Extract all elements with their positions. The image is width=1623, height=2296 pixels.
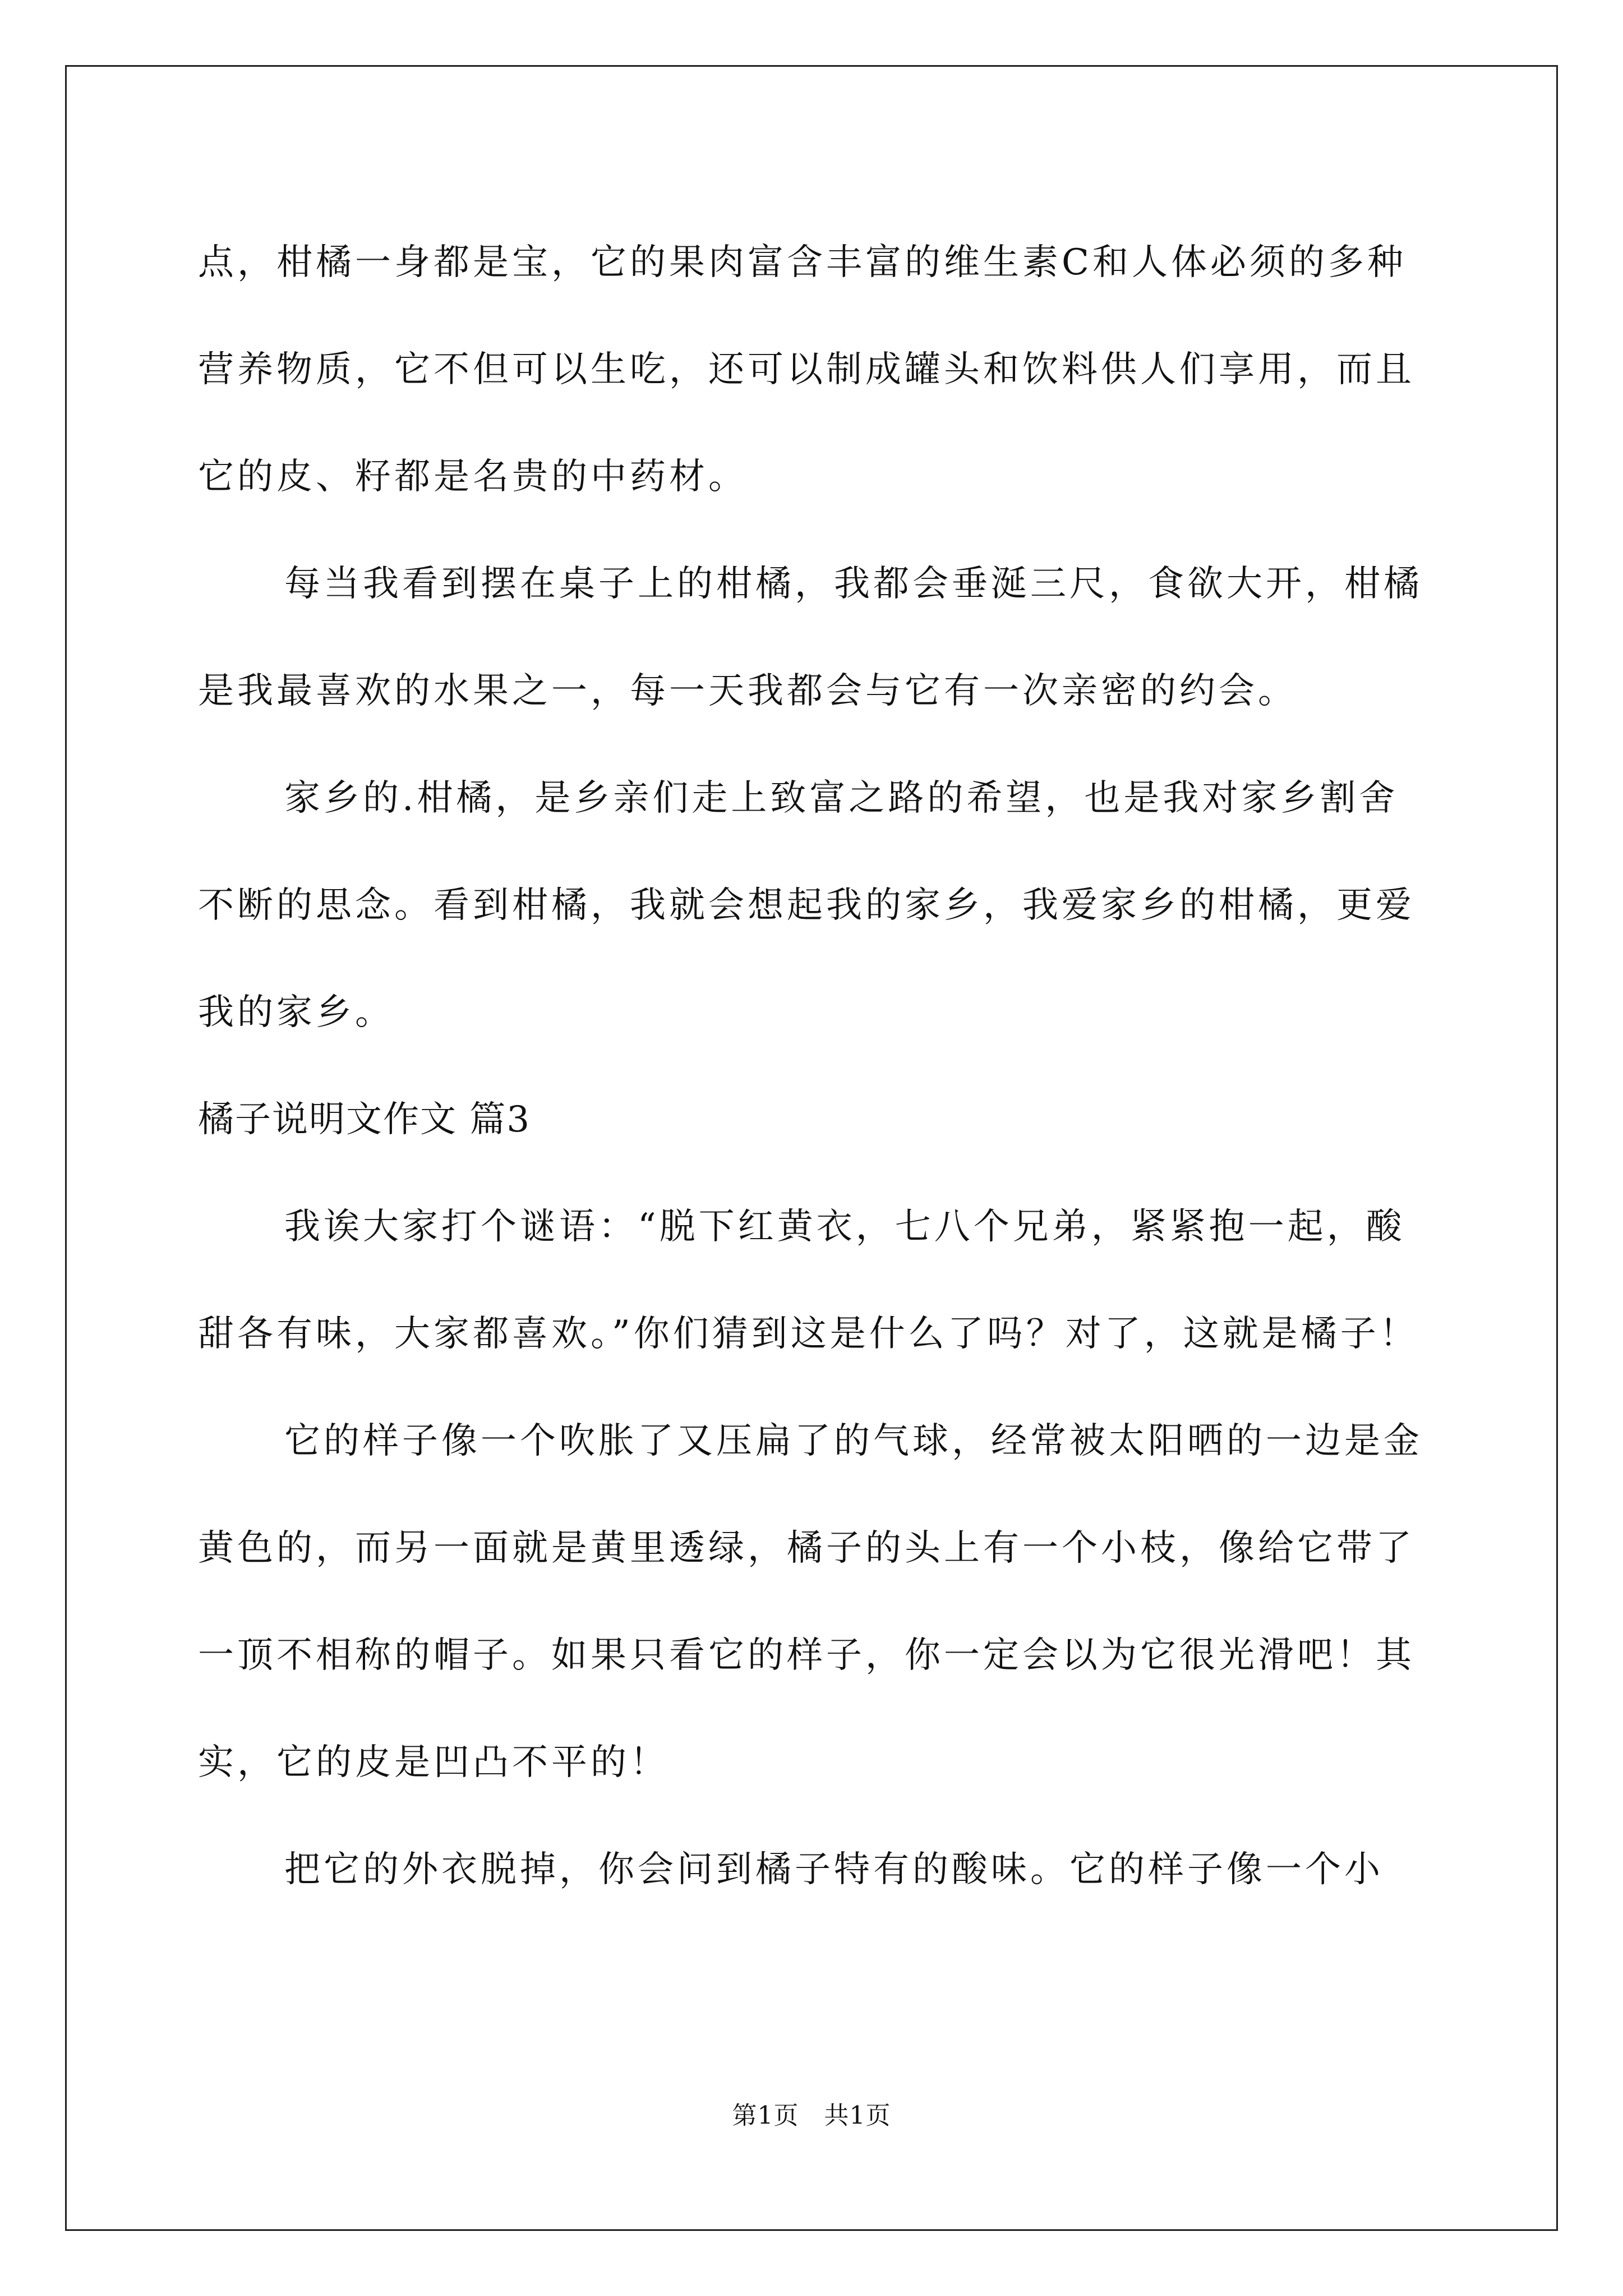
- page-footer: 第1页 共1页: [732, 2101, 891, 2130]
- section-heading: 橘子说明文作文 篇3: [198, 1099, 531, 1140]
- paragraph-3: 家乡的.柑橘，是乡亲们走上致富之路的希望，也是我对家乡割舍不断的思念。看到柑橘，我就会想起我的家乡，我爱家乡的柑橘，更爱我的家乡。: [198, 777, 1415, 1033]
- paragraph-5: 它的样子像一个吹胀了又压扁了的气球，经常被太阳晒的一边是金黄色的，而另一面就是黄里透绿，橘子的头上有一个小枝，像给它带了一顶不相称的帽子。如果只看它的样子，你一定会以为它很光滑吧！其实，它的皮是凹凸不平的！: [198, 1420, 1423, 1783]
- paragraph-1: 点，柑橘一身都是宝，它的果肉富含丰富的维生素C和人体必须的多种营养物质，它不但可以生吃，还可以制成罐头和饮料供人们享用，而且它的皮、籽都是名贵的中药材。: [198, 242, 1415, 498]
- document-body: [198, 209, 1426, 1924]
- paragraph-6: 把它的外衣脱掉，你会问到橘子特有的酸味。它的样子像一个小: [284, 1849, 1384, 1890]
- paragraph-4: 我诶大家打个谜语：“脱下红黄衣，七八个兄弟，紧紧抱一起，酸甜各有味，大家都喜欢。”你们猜到这是什么了吗？对了，这就是橘子！: [198, 1206, 1419, 1355]
- paragraph-2: 每当我看到摆在桌子上的柑橘，我都会垂涎三尺，食欲大开，柑橘是我最喜欢的水果之一，每一天我都会与它有一次亲密的约会。: [198, 563, 1423, 712]
